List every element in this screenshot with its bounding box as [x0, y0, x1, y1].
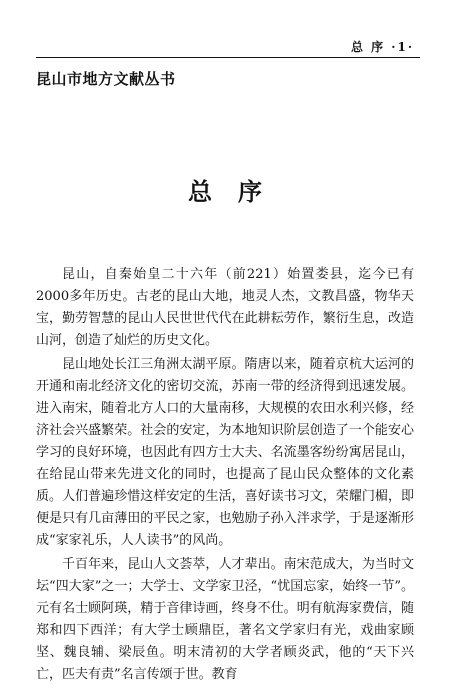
body-text: [36, 264, 414, 688]
paragraph-3: 千百年来，昆山人文荟萃，人才辈出。南宋范成大，为当时文坛“四大家”之一；大学士、文学家卫泾，“忧国忘家，始终一节”。元有名士顾阿瑛，精于音律诗画，终身不仕。明有航海家费信，随郑和四下西洋；有大学士顾鼎臣，著名文学家归有光，戏曲家顾坚、魏良辅、梁辰鱼。明末清初的大学者顾炎武，他的“天下兴亡，匹夫有责”名言传颂于世。教育: [36, 557, 414, 682]
series-title: 昆山市地方文献丛书: [36, 70, 176, 88]
header-rule: [36, 57, 420, 58]
page-title: 总序: [188, 178, 288, 206]
running-head: 总 序 ·1·: [350, 40, 414, 54]
paragraph-2: 昆山地处长江三角洲太湖平原。隋唐以来，随着京杭大运河的开通和南北经济文化的密切交流，苏南一带的经济得到迅速发展。进入南宋，随着北方人口的大量南移，大规模的农田水利兴修，经济社会兴盛繁荣。社会的安定，为本地知识阶层创造了一个能安心学习的良好环境，也因此有四方士大夫、名流墨客纷纷寓居昆山，在给昆山带来先进文化的同时，也提高了昆山民众整体的文化素质。人们普遍珍惜这样安定的生活，喜好读书习文，荣耀门楣，即便是只有几亩薄田的平民之家，也勉励子孙入泮求学，于是逐渐形成“家家礼乐，人人读书”的风尚。: [36, 357, 414, 548]
paragraph-1: 昆山，自秦始皇二十六年（前221）始置娄县，迄今已有2000多年历史。古老的昆山大地，地灵人杰，文教昌盛，物华天宝，勤劳智慧的昆山人民世世代代在此耕耘劳作，繁衍生息，改造山河，创造了灿烂的历史文化。: [36, 267, 414, 348]
